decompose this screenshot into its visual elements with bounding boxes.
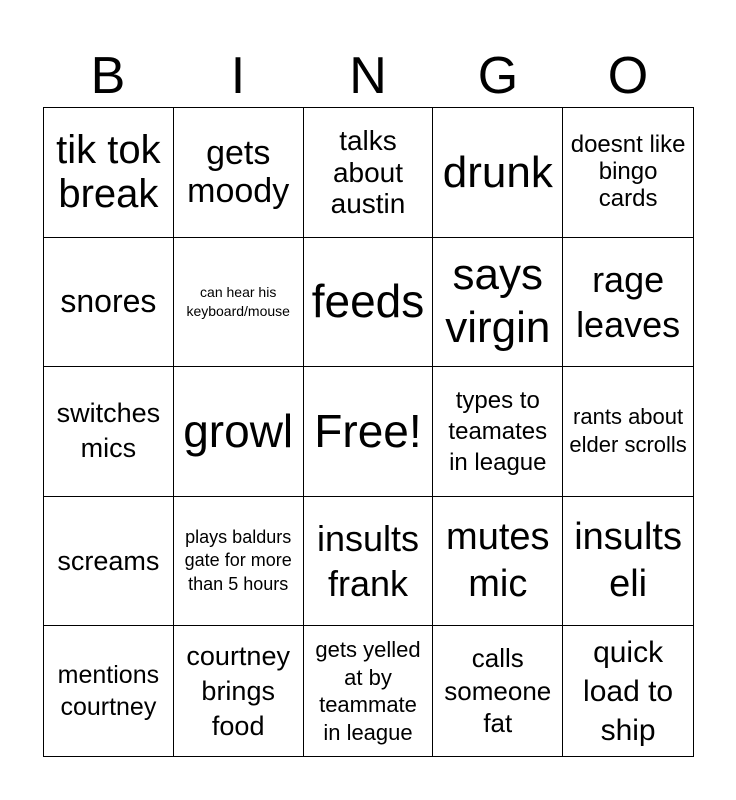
bingo-cell[interactable] xyxy=(44,238,174,368)
bingo-cell[interactable] xyxy=(433,108,563,238)
bingo-cell[interactable] xyxy=(563,238,693,368)
cell-label: calls someone fat xyxy=(444,643,552,739)
header-letter-i: I xyxy=(230,47,246,105)
bingo-cell[interactable] xyxy=(44,497,174,627)
bingo-cell[interactable] xyxy=(433,626,563,756)
bingo-cell[interactable] xyxy=(44,108,174,238)
bingo-cell[interactable] xyxy=(563,497,693,627)
header-letter-g: G xyxy=(477,47,519,105)
cell-label: mentions courtney xyxy=(57,660,160,722)
cell-label: rage leaves xyxy=(576,258,681,345)
cell-label: gets moody xyxy=(187,134,290,211)
cell-label: Free! xyxy=(314,404,422,457)
cell-label: rants about elder scrolls xyxy=(569,403,687,458)
bingo-cell free-space[interactable] xyxy=(304,367,434,497)
bingo-cell[interactable] xyxy=(304,108,434,238)
bingo-cell[interactable] xyxy=(433,238,563,368)
bingo-cell[interactable] xyxy=(174,497,304,627)
bingo-cell[interactable] xyxy=(563,367,693,497)
bingo-cell[interactable] xyxy=(44,367,174,497)
cell-label: switches mics xyxy=(56,398,161,464)
cell-label: growl xyxy=(183,404,294,457)
header-letter-o: O xyxy=(607,47,649,105)
cell-label: drunk xyxy=(442,147,553,197)
bingo-cell[interactable] xyxy=(563,108,693,238)
cell-label: screams xyxy=(57,545,160,576)
bingo-cell[interactable] xyxy=(44,626,174,756)
header-letter-b: B xyxy=(90,47,126,105)
cell-label: insults eli xyxy=(574,515,682,606)
bingo-cell[interactable] xyxy=(433,497,563,627)
bingo-cell[interactable] xyxy=(433,367,563,497)
cell-label: talks about austin xyxy=(330,125,406,219)
cell-label: insults frank xyxy=(316,518,420,605)
bingo-cell[interactable] xyxy=(174,238,304,368)
cell-label: quick load to ship xyxy=(583,635,674,747)
cell-label: snores xyxy=(60,282,157,319)
cell-label: plays baldurs gate for more than 5 hours xyxy=(184,527,292,594)
cell-label: can hear his keyboard/mouse xyxy=(186,284,290,319)
bingo-cell[interactable] xyxy=(174,108,304,238)
bingo-board xyxy=(43,107,694,757)
bingo-cell[interactable] xyxy=(304,626,434,756)
cell-label: says virgin xyxy=(445,250,551,352)
cell-label: courtney brings food xyxy=(186,640,290,741)
bingo-cell[interactable] xyxy=(174,367,304,497)
bingo-cell[interactable] xyxy=(304,497,434,627)
cell-label: feeds xyxy=(311,275,425,328)
cell-label: mutes mic xyxy=(446,515,550,606)
bingo-cell[interactable] xyxy=(563,626,693,756)
bingo-cell[interactable] xyxy=(304,238,434,368)
header-letter-n: N xyxy=(349,47,387,105)
cell-label: types to teamates in league xyxy=(448,386,548,477)
cell-label: doesnt like bingo cards xyxy=(570,130,686,212)
bingo-cell[interactable] xyxy=(174,626,304,756)
cell-label: tik tok break xyxy=(56,127,161,217)
bingo-header xyxy=(43,46,693,106)
cell-label: gets yelled at by teammate in league xyxy=(315,637,421,745)
